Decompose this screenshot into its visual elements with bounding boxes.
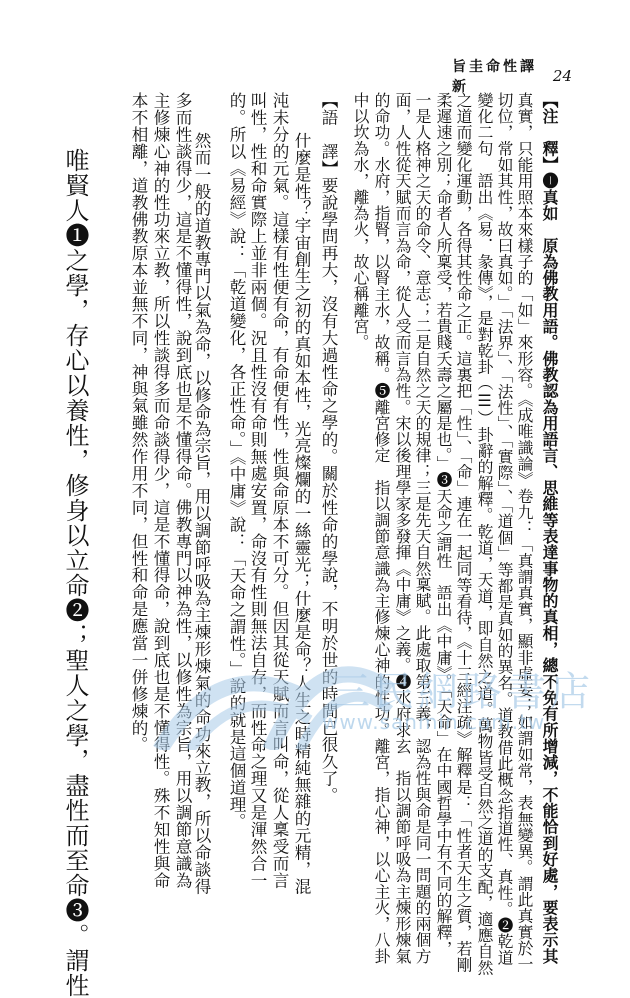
watermark-url: www.sanmin.com.tw — [322, 710, 546, 734]
notes-column-6: 柔遲速之別；命者人所稟受，若貴賤夭壽之屬是也。」❸天命之謂性 語出《中庸》。「天命」在中國哲學中有不同的解釋， — [434, 92, 453, 957]
notes-column-5: 之道而變化運動，各得其性命之正。這裏把「性」、「命」連在一起同等看待，《十三經注疏》解釋是：「性者天生之質，若剛 — [454, 92, 473, 973]
translation-column-2: 什麼是性？宇宙創生之初的真如本性，光亮燦爛的一絲靈光；什麼是命？人生之時精純無雜的元精，混 — [292, 132, 311, 895]
page-number: 24 — [552, 67, 572, 85]
notes-column-1: 【注 釋】❶真如 原為佛教用語。佛教認為用語言、思維等表達事物的真相，總不免有所增減，不能恰到好處，要表示其 — [540, 92, 559, 965]
notes-column-2: 真實，只能用照本來樣子的「如」來形容。《成唯識論》卷九：「真謂真實，顯非虛妄；如謂如常，表無變異。謂此真實於一 — [515, 92, 534, 973]
translation-column-5: 的。所以《易經》說：「乾道變化，各正性命。」《中庸》說：「天命之謂性。」說的就是這個道理。 — [227, 92, 246, 830]
notes-column-8: 面，人性從天賦而言為命，從人受而言為性。宋以後理學家多發揮《中庸》之義。❹水府求玄 指以調節呼吸為主煉形煉氣 — [393, 92, 412, 965]
running-header — [452, 59, 572, 95]
translation-column-3: 沌未分的元氣。這樣有性便有命，有命便有性，性與命原本不可分。但因其從天賦而言叫命，從人稟受而言 — [270, 92, 289, 889]
notes-column-3: 切位，常如其性，故曰真如。」「法界」、「法性」、「實際」、「道個」等都是真如的異名。道教借此概念指道性、真性。❷乾道 — [495, 92, 514, 966]
translation-column-7: 多而性談得少，這是不懂得性，說到底也是不懂得命。佛教專門以神為性，以修性為宗旨，用以調節意識為 — [173, 92, 192, 889]
translation-column-4: 叫性，性和命實際上並非兩個。況且性沒有命則無處安置，命沒有性則無法自存，而性命之理又是渾然合一 — [248, 92, 267, 889]
notes-column-9: 的命功。水府，指腎，以腎主水，故稱。❺離宮修定 指以調節意識為主修煉心神的性功。離宮，指心神，以心主火，八卦 — [372, 92, 391, 965]
translation-column-8: 主修煉心神的性功來立教，所以性談得多而命談得少，這是不懂得命，說到底也是不懂得性。殊不知性與命 — [151, 92, 170, 889]
notes-column-7: 一是人格神之天的命令、意志；二是自然之天的規律；三是先天自然稟賦。此處取第三義，認為性與命是同一問題的兩個方 — [413, 92, 432, 965]
original-text-column: 唯賢人❶之學，存心以養性，修身以立命❷；聖人之學，盡性而至命❸。謂性 — [61, 148, 89, 998]
watermark-text: 三民網路書店 — [330, 669, 594, 715]
translation-column-6: 然而一般的道教專門以氣為命，以修命為宗旨，用以調節呼吸為主煉形煉氣的命功來立教，所以命談得 — [192, 132, 211, 895]
translation-column-9: 本不相離，道教佛教原本並無不同，神與氣雖然作用不同，但性和命是應當一併修煉的。 — [129, 92, 148, 754]
notes-column-4: 變化二句 語出《易．彖傳》，是對乾卦（☰）卦辭的解釋。乾道，天道，即自然之道。萬物皆受自然之道的支配，適應自然 — [475, 92, 494, 976]
notes-column-10: 中以坎為水，離為火，故心稱離宮。 — [351, 92, 370, 351]
book-title: 旨圭命性譯新 — [452, 59, 537, 95]
translation-column-1: 【語 譯】要說學問再大，沒有大過性命之學的。關於性命的學說，不明於世的時間已很久了。 — [319, 92, 338, 804]
